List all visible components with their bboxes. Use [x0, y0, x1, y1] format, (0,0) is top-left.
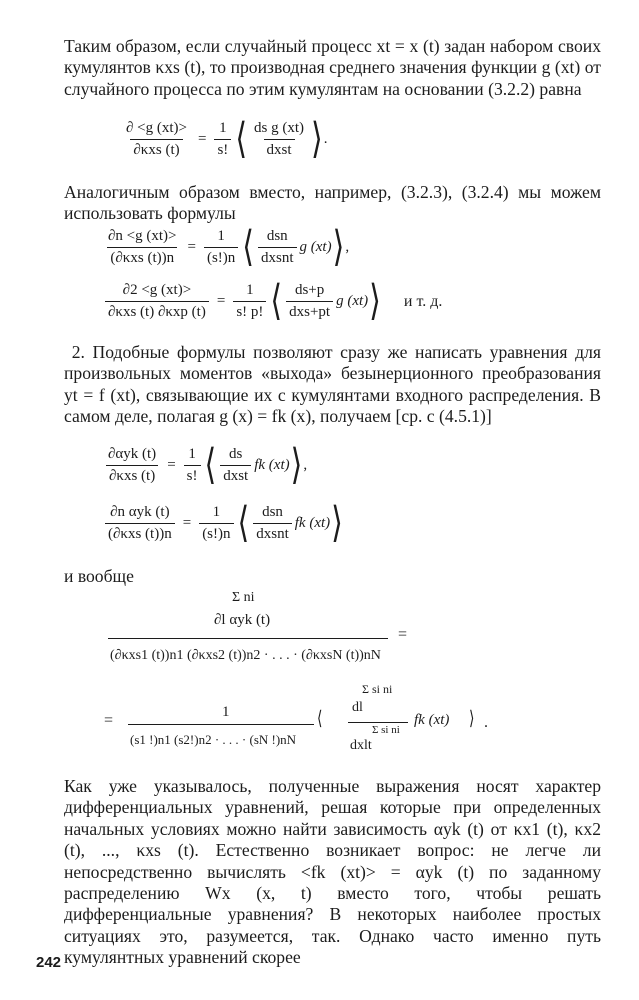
- eq4-right-angle: ⟩: [290, 440, 303, 490]
- eq3-lhs-num: ∂2 <g (xt)>: [122, 282, 192, 298]
- eq2-inner-num: dsn: [266, 228, 288, 244]
- eq7-dot: .: [484, 714, 488, 731]
- paragraph-conclusion: [64, 776, 601, 969]
- eq2-lhs-fraction: [105, 228, 180, 267]
- eq1-dot: .: [323, 131, 328, 147]
- eq7-tail: fk (xt): [414, 712, 450, 728]
- eq6-fraction-bar: [108, 638, 388, 639]
- eq5-left-angle: ⟨: [237, 498, 250, 548]
- equation-2: [102, 222, 350, 272]
- eq3-inner-den: dxs+pt: [286, 301, 333, 321]
- eq4-lhs-num: ∂αyk (t): [108, 446, 157, 462]
- eq1-inner-den: dxst: [264, 139, 295, 159]
- eq2-equals: =: [187, 239, 196, 255]
- eq1-coef-num: 1: [219, 120, 227, 136]
- eq3-inner: [286, 282, 333, 321]
- eq1-left-angle: ⟨: [235, 114, 248, 164]
- eq4-inner-num: ds: [229, 446, 243, 462]
- eq5-coef-den: (s!)n: [199, 523, 233, 543]
- eq3-lhs-fraction: [105, 282, 209, 321]
- equation-1: [120, 114, 328, 164]
- eq4-lhs-fraction: [105, 446, 159, 485]
- eq3-coef-num: 1: [246, 282, 254, 298]
- equation-4: [102, 440, 308, 490]
- eq5-right-angle: ⟩: [331, 498, 343, 548]
- paragraph-intro-text: Таким образом, если случайный процесс xt = x (t) задан набором своих кумулянтов κxs (t), то производная среднего значения функции g (xt) от случайного процесса по этим кумулянтам на основании (3.2.2) равна: [64, 36, 601, 99]
- eq5-lhs-num: ∂n αyk (t): [110, 504, 170, 520]
- eq2-lhs-den: (∂κxs (t))n: [107, 247, 177, 267]
- eq5-inner-den: dxsnt: [253, 523, 292, 543]
- eq1-right-angle: ⟩: [311, 114, 323, 164]
- paragraph-general: и вообще: [64, 566, 134, 586]
- eq3-etc: и т. д.: [403, 292, 443, 310]
- eq2-coef: [204, 228, 238, 267]
- eq4-inner: [220, 446, 251, 485]
- eq3-coef-den: s! p!: [233, 301, 266, 321]
- eq6-equals: =: [398, 626, 408, 643]
- eq7-equals: =: [104, 712, 114, 729]
- eq7-inner-sum: Σ si ni: [362, 682, 393, 696]
- page-number: 242: [36, 954, 62, 971]
- eq2-left-angle: ⟨: [242, 222, 255, 272]
- eq4-coef-den: s!: [184, 465, 201, 485]
- eq5-coef-num: 1: [212, 504, 221, 520]
- eq3-tail: g (xt): [336, 293, 369, 309]
- eq7-inner-den: dxlt: [350, 738, 372, 753]
- eq5-tail: fk (xt): [294, 515, 331, 531]
- eq2-lhs-num: ∂n <g (xt)>: [108, 228, 177, 244]
- eq7-inner-den-sum: Σ si ni: [372, 724, 400, 736]
- eq7-coef-bar: [128, 724, 314, 725]
- eq1-inner-num: ds g (xt): [254, 120, 305, 136]
- paragraph-analog-text: Аналогичным образом вместо, например, (3.2.3), (3.2.4) мы можем использовать формулы: [64, 182, 601, 224]
- eq3-right-angle: ⟩: [369, 276, 381, 326]
- eq3-equals: =: [216, 293, 226, 309]
- paragraph-intro: [64, 36, 601, 100]
- eq2-inner-den: dxsnt: [258, 247, 297, 267]
- eq4-left-angle: ⟨: [204, 440, 217, 490]
- eq1-coef: [214, 120, 231, 159]
- eq5-coef: [199, 504, 233, 543]
- equation-3: [102, 276, 443, 326]
- eq2-coef-den: (s!)n: [204, 247, 238, 267]
- eq3-inner-num: ds+p: [294, 282, 325, 298]
- eq5-equals: =: [182, 515, 192, 531]
- eq7-right-angle: ⟩: [469, 707, 475, 731]
- eq7-inner-num: dl: [352, 700, 363, 715]
- equation-5: [102, 498, 344, 548]
- eq4-coef-num: 1: [188, 446, 196, 462]
- eq2-coef-num: 1: [217, 228, 225, 244]
- eq1-coef-den: s!: [214, 139, 231, 159]
- eq1-lhs-den: ∂κxs (t): [130, 139, 182, 159]
- paragraph-analog: [64, 182, 601, 225]
- eq1-inner: [251, 120, 307, 159]
- eq7-coef-num: 1: [222, 704, 230, 720]
- eq3-left-angle: ⟨: [270, 276, 283, 326]
- eq4-comma: ,: [303, 457, 308, 473]
- paragraph-formulas-text: 2. Подобные формулы позволяют сразу же написать уравнения для произвольных моментов «выхода» безынерционного преобразования yt = f (xt), связывающие их с кумулянтами входного распределения. В самом деле, полагая g (x) = fk (x), получаем [ср. с (4.5.1)]: [64, 342, 601, 427]
- eq6-den: (∂κxs1 (t))n1 (∂κxs2 (t))n2 · . . . · (∂κxsN (t))nN: [110, 648, 381, 663]
- eq6-num: ∂l αyk (t): [214, 612, 271, 628]
- eq6-sum-top: Σ ni: [232, 590, 255, 605]
- paragraph-conclusion-text: Как уже указывалось, полученные выражения носят характер дифференциальных уравнений, решая которые при определенных начальных условиях можно найти зависимость αyk (t) от κx1 (t), κx2 (t), ..., κxs (t). Естественно возникает вопрос: не легче ли непосредственно вычислять <fk (xt)> = αyk (t) по заданному распределению Wx (x, t) вместо того, чтобы решать дифференциальные уравнения? В некоторых наиболее простых ситуациях это, разумеется, так. Однако часто именно путь кумулянтных уравнений скорее: [64, 776, 601, 968]
- eq4-lhs-den: ∂κxs (t): [106, 465, 158, 485]
- eq5-inner-num: dsn: [262, 504, 283, 520]
- eq7-inner-bar: [348, 722, 408, 723]
- eq4-inner-den: dxst: [220, 465, 251, 485]
- paragraph-formulas: [64, 342, 601, 428]
- eq1-lhs-fraction: [123, 120, 190, 159]
- eq4-equals: =: [167, 457, 176, 473]
- eq2-right-angle: ⟩: [332, 222, 345, 272]
- eq2-inner: [258, 228, 297, 267]
- eq5-inner: [253, 504, 292, 543]
- eq4-tail: fk (xt): [254, 457, 290, 473]
- eq1-equals: =: [198, 131, 207, 147]
- eq7-coef-den: (s1 !)n1 (s2!)n2 · . . . · (sN !)nN: [130, 732, 297, 747]
- eq3-coef: [233, 282, 266, 321]
- eq5-lhs-fraction: [105, 504, 175, 543]
- eq2-tail: g (xt): [299, 239, 332, 255]
- eq4-coef: [184, 446, 201, 485]
- eq5-lhs-den: (∂κxs (t))n: [105, 523, 175, 543]
- eq7-left-angle: ⟨: [317, 707, 323, 731]
- eq3-lhs-den: ∂κxs (t) ∂κxp (t): [105, 301, 209, 321]
- eq2-comma: ,: [345, 239, 350, 255]
- eq1-lhs-num: ∂ <g (xt)>: [126, 120, 187, 136]
